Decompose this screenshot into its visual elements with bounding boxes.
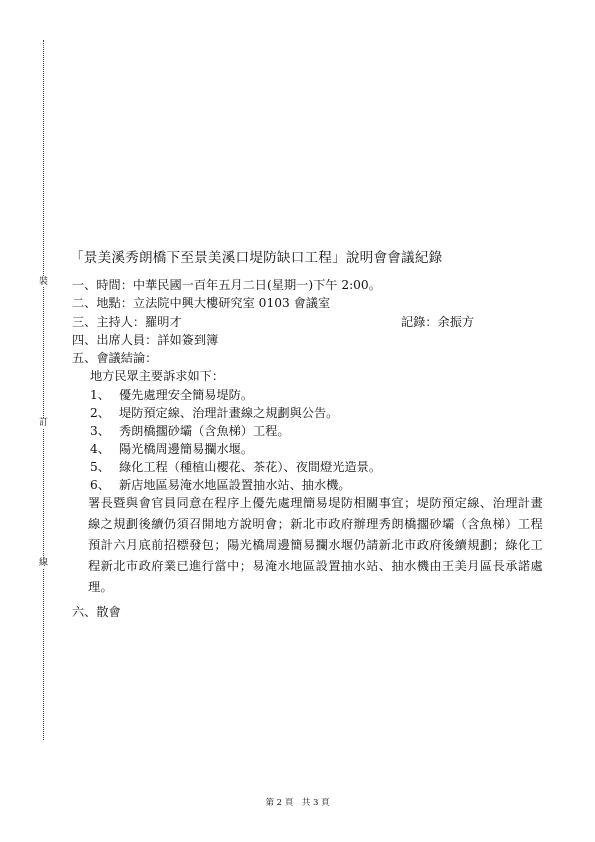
document-title: 「景美溪秀朗橋下至景美溪口堤防缺口工程」說明會會議紀錄 <box>70 250 443 266</box>
conclusion-heading: 五、會議結論： <box>72 351 158 365</box>
meeting-time: 一、時間：中華民國一百年五月二日(星期一)下午 2:00。 <box>72 278 381 292</box>
demand-item-number: 3、 <box>90 424 110 438</box>
meeting-recorder: 記錄：余振方 <box>401 315 475 329</box>
demand-item-number: 1、 <box>90 388 110 402</box>
meeting-place: 二、地點：立法院中興大樓研究室 0103 會議室 <box>72 296 331 310</box>
demand-item-number: 5、 <box>90 460 110 474</box>
binding-line <box>43 40 44 740</box>
demand-item-number: 2、 <box>90 406 110 420</box>
demand-item-number: 6、 <box>90 478 110 492</box>
demand-item-text: 新店地區易淹水地區設置抽水站、抽水機。 <box>119 478 351 492</box>
binding-char-xian: 線 <box>38 558 48 568</box>
binding-char-ding: 訂 <box>38 418 48 428</box>
demand-item-text: 秀朗橋擱砂壩（含魚梯）工程。 <box>119 424 290 438</box>
adjourn-heading: 六、散會 <box>72 605 121 619</box>
demands-intro: 地方民眾主要訴求如下： <box>90 369 225 383</box>
demand-item-text: 陽光橋周邊簡易攔水堰。 <box>119 442 254 456</box>
meeting-attendees: 四、出席人員：詳如簽到簿 <box>72 333 219 347</box>
binding-char-zhuang: 裝 <box>38 277 48 287</box>
demand-item-number: 4、 <box>90 442 110 456</box>
official-response-paragraph: 署長暨與會官員同意在程序上優先處理簡易堤防相關事宜；堤防預定線、治理計畫線之規劃後續仍須召開地方說明會；新北市政府辦理秀朗橋擱砂壩（含魚梯）工程預計六月底前招標發包；陽光橋周邊簡易攔水堰仍請新北市政府後續規劃；綠化工程新北市政府業已進行當中；易淹水地區設置抽水站、抽水機由王美月區長承諾處理。 <box>88 496 543 594</box>
page-footer: 第 2 頁 共 3 頁 <box>265 798 330 808</box>
demand-item-text: 綠化工程（種植山櫻花、茶花）、夜間燈光造景。 <box>119 460 382 474</box>
meeting-host: 三、主持人：羅明才 <box>72 315 182 329</box>
demand-item-text: 堤防預定線、治理計畫線之規劃與公告。 <box>119 406 339 420</box>
demand-item-text: 優先處理安全簡易堤防。 <box>119 388 254 402</box>
